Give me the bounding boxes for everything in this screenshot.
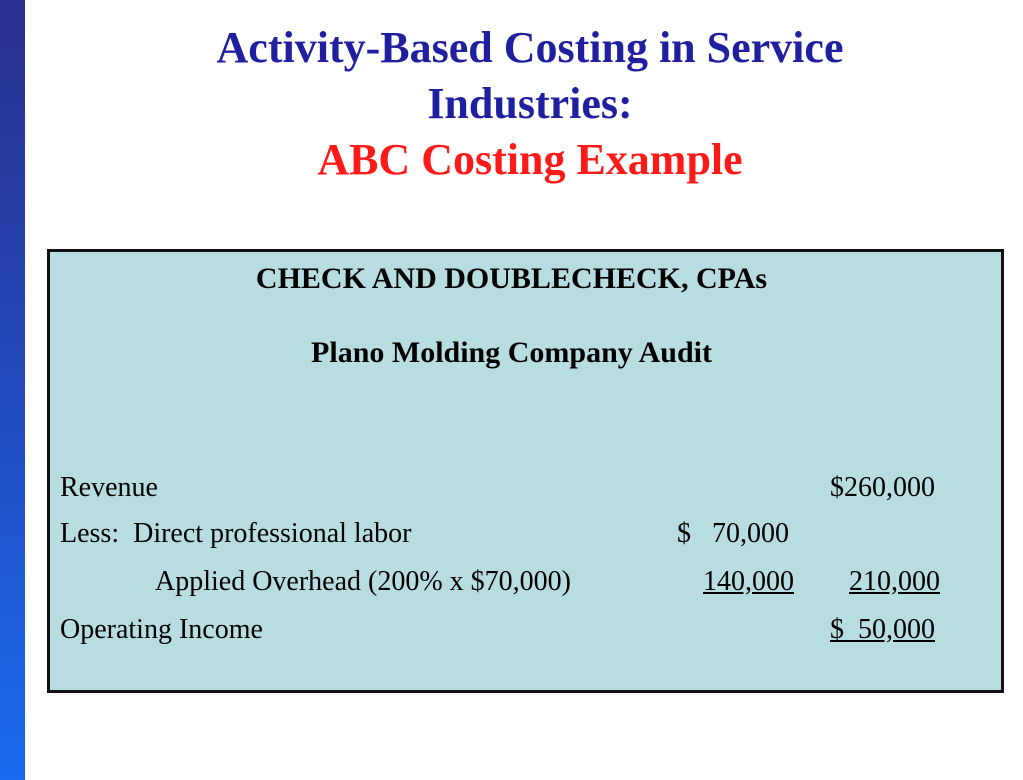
row-income-total: $ 50,000 [830, 614, 935, 645]
title-subtitle: ABC Costing Example [317, 135, 743, 184]
slide-title [60, 20, 1000, 188]
title-line-2: Industries: [427, 79, 633, 128]
side-accent-bar [0, 0, 25, 780]
row-labor-amount: $ 70,000 [677, 518, 789, 549]
overhead-total-value: 210,000 [849, 566, 940, 597]
row-labor-label: Less: Direct professional labor [60, 518, 412, 549]
row-overhead-total [838, 566, 940, 598]
row-revenue-total: $260,000 [830, 472, 935, 503]
row-overhead-amount [686, 566, 794, 598]
engagement-name: Plano Molding Company Audit [311, 336, 712, 369]
row-overhead-label: Applied Overhead (200% x $70,000) [155, 566, 572, 597]
row-revenue-label: Revenue [60, 472, 158, 503]
row-income-label: Operating Income [60, 614, 263, 645]
overhead-amount-value: 140,000 [703, 566, 794, 597]
title-line-1: Activity-Based Costing in Service [216, 23, 844, 72]
firm-name: CHECK AND DOUBLECHECK, CPAs [255, 262, 768, 295]
